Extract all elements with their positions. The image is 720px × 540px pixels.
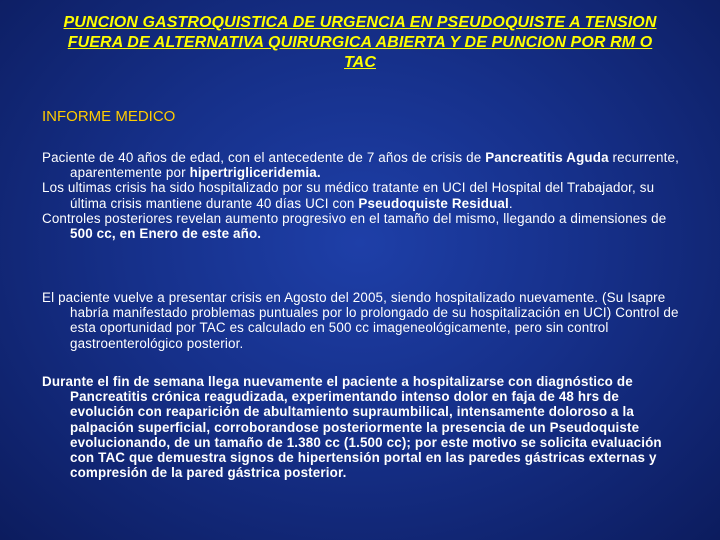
text-span: Los ultimas crisis ha sido hospitalizado por su médico tratante en UCI del Hospital del Trabajador, su última crisis mantiene durante 40 días UCI con <box>42 180 655 211</box>
current-admission-paragraph: Durante el fin de semana llega nuevamente el paciente a hospitalizarse con diagnóstico de Pancreatitis crónica reagudizada, experimentando intenso dolor en faja de 48 hrs de evolución con reaparición de abultamiento supraumbilical, intensamente doloroso a la palpación superficial, corroborandose posteriormente la presencia de un Pseudoquiste evolucionando, de un tamaño de 1.380 cc (1.500 cc); por este motivo se solicita evaluación con TAC que demuestra signos de hipertensión portal en las paredes gástricas externas y compresión de la pared gástrica posterior. <box>42 374 662 481</box>
history-paragraph-1 <box>42 150 682 180</box>
bold-term-pseudocyst: Pseudoquiste Residual <box>358 195 509 211</box>
bold-term-hypertriglyceridemia: hipertrigliceridemia. <box>189 165 321 181</box>
text-span: Paciente de 40 años de edad, con el antecedente de 7 años de crisis de <box>42 150 486 165</box>
bold-term-pancreatitis: Pancreatitis Aguda <box>485 150 609 165</box>
august-paragraph: El paciente vuelve a presentar crisis en Agosto del 2005, siendo hospitalizado nuevamente. (Su Isapre habría manifestado problemas puntuales por lo prolongado de su hospitalización en UCI) Control de esta oportunidad por TAC es calculado en 500 cc imageneológicamente, pero sin control gastroenterológico posterior. <box>42 290 679 351</box>
text-span: recurrente, aparentemente por <box>70 150 679 181</box>
august-crisis-block <box>42 290 682 351</box>
current-admission-block <box>42 374 682 480</box>
patient-history-block <box>42 150 682 241</box>
text-span: . <box>508 195 513 211</box>
text-span: Controles posteriores revelan aumento progresivo en el tamaño del mismo, llegando a dimensiones de <box>42 210 667 226</box>
history-paragraph-2 <box>42 180 682 210</box>
section-heading: INFORME MEDICO <box>42 108 176 125</box>
bold-term-size: 500 cc, en Enero de este año. <box>70 226 262 242</box>
slide-title: PUNCION GASTROQUISTICA DE URGENCIA EN PSEUDOQUISTE A TENSION FUERA DE ALTERNATIVA QUIRURGICA ABIERTA Y DE PUNCION POR RM O TAC <box>63 14 657 71</box>
history-paragraph-3 <box>42 211 682 241</box>
